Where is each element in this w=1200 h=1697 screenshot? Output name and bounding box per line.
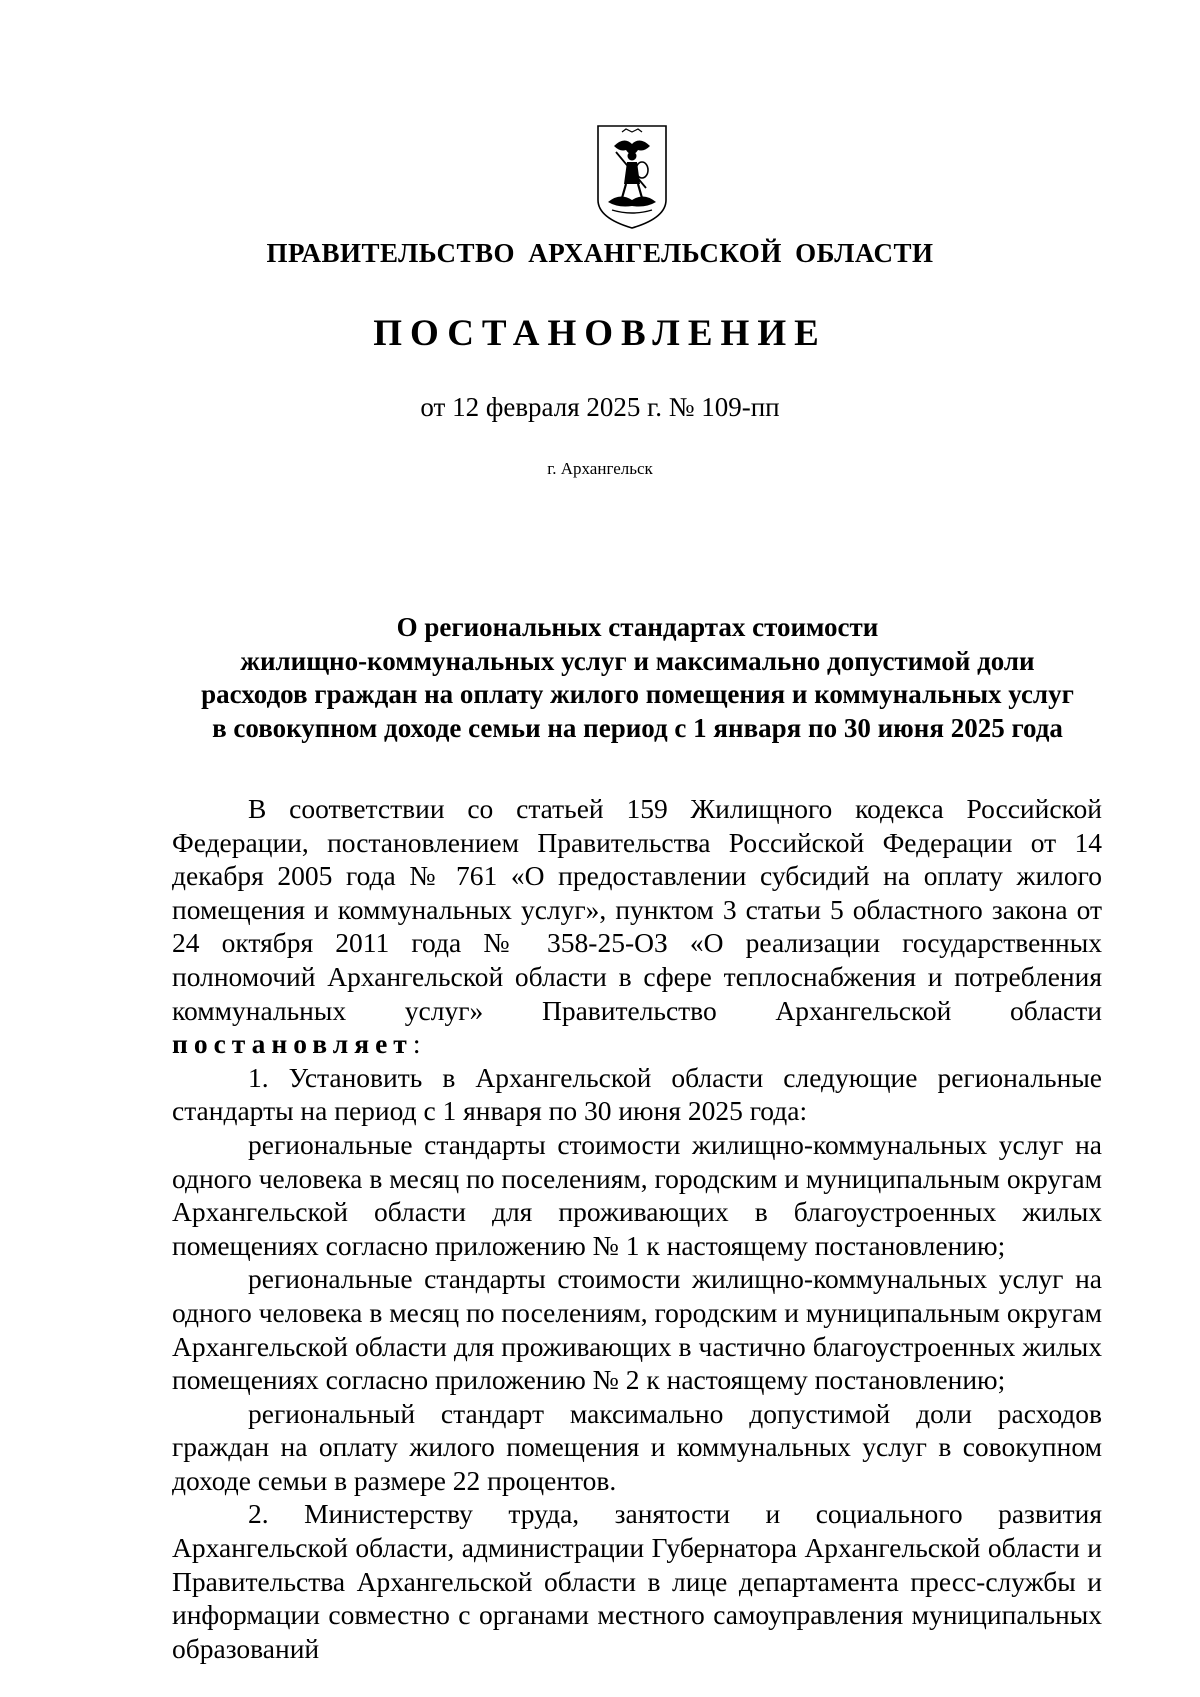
paragraph-1: 1. Установить в Архангельской области следующие региональные стандарты на период с 1 января по 30 июня 2025 года: — [172, 1061, 1102, 1127]
title-line: жилищно-коммунальных услуг и максимально допустимой доли — [240, 645, 1035, 676]
paragraph-1c: региональный стандарт максимально допустимой доли расходов граждан на оплату жилого помещения и коммунальных услуг в совокупном доходе семьи в размере 22 процентов. — [172, 1397, 1102, 1496]
organization-name: ПРАВИТЕЛЬСТВО АРХАНГЕЛЬСКОЙ ОБЛАСТИ — [266, 238, 934, 268]
intro-text: В соответствии со статьей 159 Жилищного кодекса Российской Федерации, постановлением Правительства Российской Федерации от 14 декабря 2005 года № 761 «О предоставлении субсидий на оплату жилого помещения и коммунальных услуг», пунктом 3 статьи 5 областного закона от 24 октября 2011 года № 358-25-ОЗ «О реализации государственных полномочий Архангельской области в сфере теплоснабжения и потребления коммунальных услуг» Правительство Архангельской области — [172, 793, 1102, 1026]
intro-paragraph — [172, 792, 1102, 1061]
document-body — [172, 792, 1102, 1665]
document-title — [170, 611, 1105, 745]
document-city: г. Архангельск — [547, 459, 653, 478]
paragraph-1a: региональные стандарты стоимости жилищно-коммунальных услуг на одного человека в месяц по поселениям, городским и муниципальным округам Архангельской области для проживающих в благоустроенных жилых помещениях согласно приложению № 1 к настоящему постановлению; — [172, 1128, 1102, 1261]
title-line: О региональных стандартах стоимости — [396, 612, 879, 642]
intro-end: : — [412, 1028, 421, 1060]
paragraph-2: 2. Министерству труда, занятости и социального развития Архангельской области, администрации Губернатора Архангельской области и Правительства Архангельской области в лице департамента пресс-службы и информации совместно с органами местного самоуправления муниципальных образований — [172, 1498, 1102, 1664]
paragraph-1b: региональные стандарты стоимости жилищно-коммунальных услуг на одного человека в месяц по поселениям, городским и муниципальным округам Архангельской области для проживающих в частично благоустроенных жилых помещениях согласно приложению № 2 к настоящему постановлению; — [172, 1263, 1102, 1396]
coat-of-arms-icon — [594, 122, 670, 232]
document-date-number: от 12 февраля 2025 г. № 109-пп — [420, 392, 780, 422]
decree-word: постановляет — [172, 1028, 413, 1060]
title-line: расходов граждан на оплату жилого помещения и коммунальных услуг — [201, 679, 1074, 709]
title-line: в совокупном доходе семьи на период с 1 января по 30 июня 2025 года — [212, 712, 1063, 743]
document-type: ПОСТАНОВЛЕНИЕ — [373, 313, 827, 354]
